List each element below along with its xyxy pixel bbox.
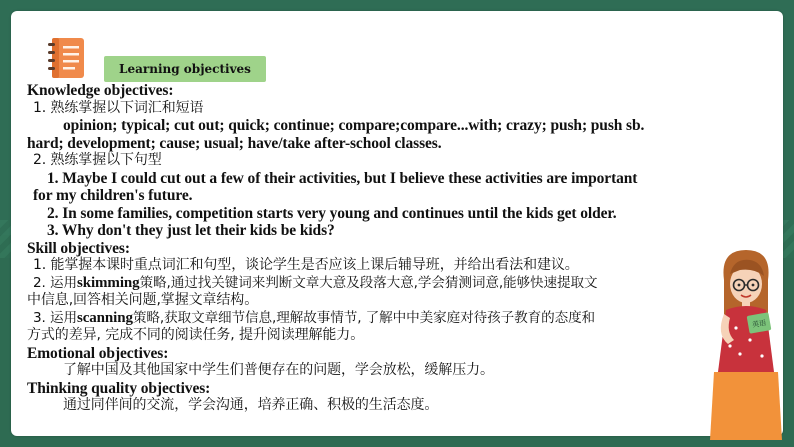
- notebook-icon: [46, 34, 88, 80]
- book-label: 英语: [751, 318, 767, 330]
- slide-card: [11, 11, 783, 436]
- skill-item2-b: 中信息,回答相关问题,掌握文章结构。: [27, 292, 259, 308]
- emotional-heading: Emotional objectives:: [27, 344, 169, 362]
- knowledge-heading: Knowledge objectives:: [27, 82, 174, 99]
- vocab-line2: hard; development; cause; usual; have/take after-school classes.: [27, 134, 442, 152]
- sentence1-a: 1. Maybe I could cut out a few of their activities, but I believe these activities are important: [47, 169, 638, 187]
- sentence2: 2. In some families, competition starts very young and continues until the kids get older.: [47, 204, 617, 222]
- skill-item1: 1. 能掌握本课时重点词汇和句型，谈论学生是否应该上课后辅导班，并给出看法和建议。: [33, 257, 579, 273]
- thinking-text: 通过同伴间的交流，学会沟通，培养正确、积极的生活态度。: [63, 397, 439, 413]
- teacher-illustration: [710, 244, 782, 440]
- skill-item3-b: 方式的差异, 完成不同的阅读任务, 提升阅读理解能力。: [27, 327, 365, 343]
- thinking-heading: Thinking quality objectives:: [27, 379, 211, 397]
- sentence3: 3. Why don't they just let their kids be kids?: [47, 222, 335, 239]
- skill-item3-text: 策略,获取文章细节信息,理解故事情节, 了解中中美家庭对待孩子教育的态度和: [132, 309, 596, 326]
- skill-item2-prefix: 2. 运用: [33, 274, 77, 291]
- skill-item2-text: 策略,通过找关键词来判断文章大意及段落大意,学会猜测词意,能够快速提取文: [139, 274, 598, 291]
- emotional-text: 了解中国及其他国家中学生们普便存在的问题，学会放松，缓解压力。: [63, 362, 494, 378]
- header-title: Learning objectives: [104, 56, 266, 82]
- objectives-content: [27, 82, 727, 415]
- knowledge-item2-label: 2. 熟练掌握以下句型: [33, 152, 162, 168]
- skill-item2-a: [27, 275, 727, 293]
- skill-item3-keyword: scanning: [76, 309, 133, 326]
- knowledge-item1-label: 1. 熟练掌握以下词汇和短语: [33, 99, 204, 116]
- vocab-line1: opinion; typical; cut out; quick; continue; compare;compare...with; crazy; push; push sb.: [63, 117, 645, 134]
- skill-item3-a: [27, 310, 727, 328]
- skill-heading: Skill objectives:: [27, 239, 130, 257]
- sentence1-b: for my children's future.: [33, 187, 193, 204]
- skill-item3-prefix: 3. 运用: [33, 309, 77, 326]
- skill-item2-keyword: skimming: [76, 274, 140, 291]
